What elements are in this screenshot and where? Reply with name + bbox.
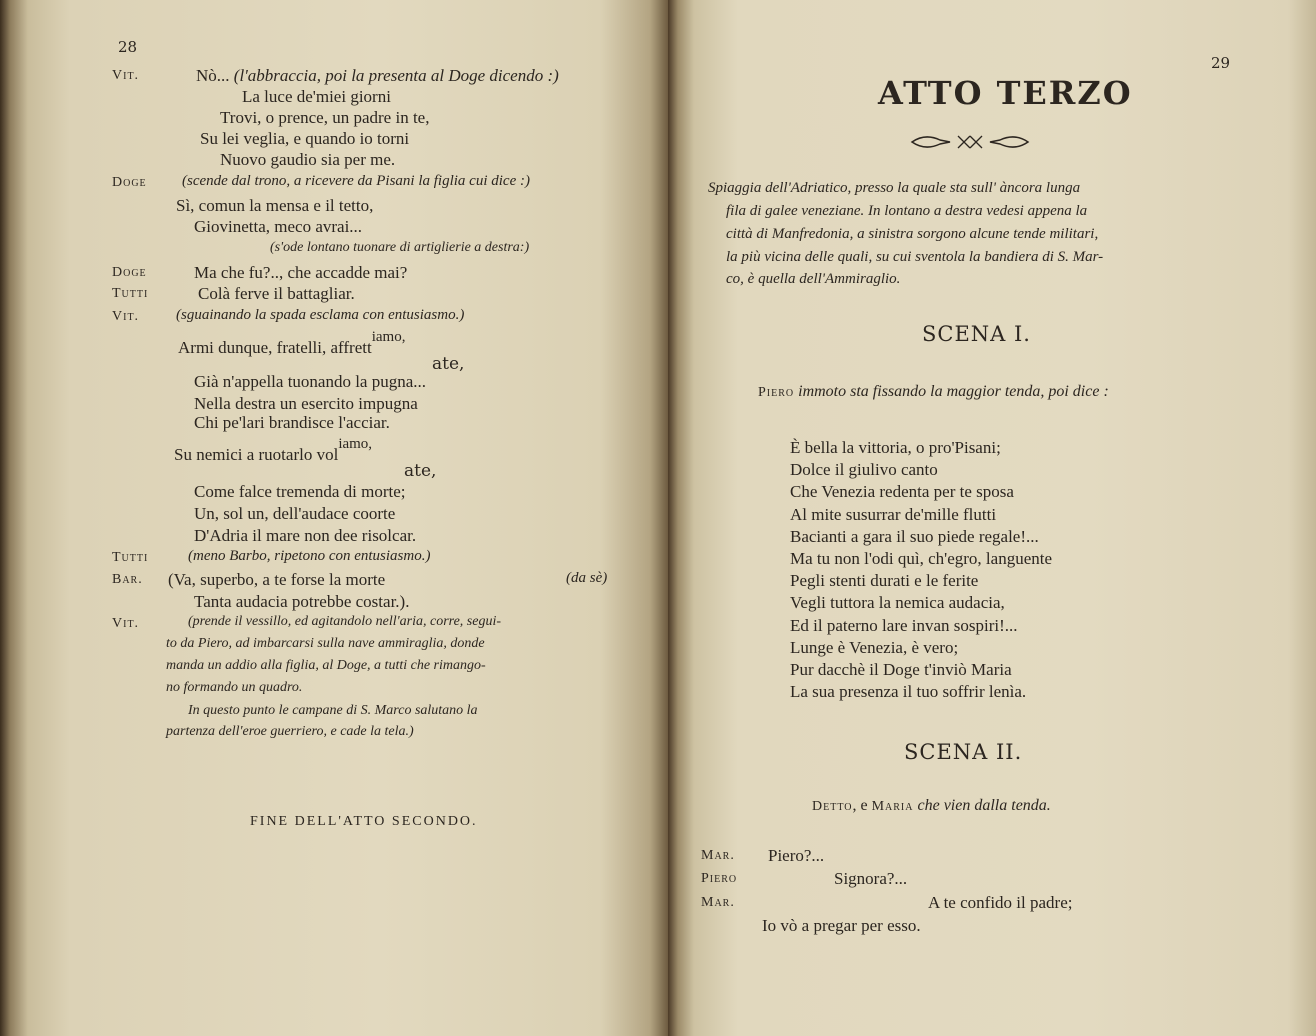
line-text: Un, sol un, dell'audace coorte <box>194 504 396 523</box>
speaker-name: Bar. <box>112 572 143 587</box>
speaker-name: Tutti <box>112 550 149 565</box>
verse-line: Pur dacchè il Doge t'inviò Maria <box>790 660 1012 679</box>
verse-line <box>220 150 395 170</box>
verse-line <box>200 129 409 149</box>
speaker-name: Maria <box>871 799 914 814</box>
right-page <box>668 0 1316 1036</box>
verse-line <box>182 173 530 190</box>
speaker-name: Vit. <box>112 68 140 83</box>
stage-direction <box>758 383 1109 401</box>
verse-line <box>188 703 478 719</box>
verse-line: Al mite susurrar de'mille flutti <box>790 504 997 524</box>
verb-ending-lower: ate, <box>432 354 465 374</box>
line-text: Su lei veglia, e quando io torni <box>200 129 410 148</box>
verse-line: Pegli stenti durati e le ferite <box>790 571 979 591</box>
stage-direction: (scende dal trono, a ricevere da Pisani la figlia cui dice :) <box>182 173 530 189</box>
verse-line <box>168 570 385 590</box>
verse-line <box>166 658 486 674</box>
stage-direction: no formando un quadro. <box>166 680 303 695</box>
verse-line: È bella la vittoria, o pro'Pisani; <box>790 438 1001 457</box>
verse-line <box>194 592 409 612</box>
verse-line <box>174 436 373 465</box>
speaker-name: Vit. <box>112 616 140 631</box>
line-text: Armi dunque, fratelli, affrett <box>178 338 372 357</box>
stage-direction: (sguainando la spada esclama con entusiasmo.) <box>176 307 465 323</box>
verse-line <box>176 307 464 324</box>
scene-title: SCENA I. <box>922 322 1031 346</box>
act-title: ATTO TERZO <box>878 74 1133 112</box>
dialogue-line: Signora?... <box>834 869 908 888</box>
verse-line <box>194 263 407 283</box>
verse-line: Dolce il giulivo canto <box>790 460 938 480</box>
verse-line <box>242 87 391 107</box>
verse-line <box>194 504 395 524</box>
verse-line <box>166 680 302 696</box>
verse-line: Vegli tuttora la nemica audacia, <box>790 593 1005 613</box>
verse-line: Ma tu non l'odi quì, ch'egro, languente <box>790 549 1053 568</box>
verse-line: La sua presenza il tuo soffrir lenìa. <box>790 682 1027 702</box>
line-text: D'Adria il mare non dee risolcar. <box>194 526 417 545</box>
stage-direction: to da Piero, ad imbarcarsi sulla nave ammiraglia, donde <box>166 636 485 651</box>
verse-line <box>194 482 405 502</box>
line-text: Ma che fu?.., che accadde mai? <box>194 263 408 282</box>
page-number: 28 <box>118 38 138 56</box>
direction-text: , e <box>852 797 872 814</box>
verse-line <box>196 66 559 86</box>
verse-line <box>176 196 373 216</box>
verse-line <box>270 240 529 256</box>
speaker-name: Mar. <box>701 895 735 910</box>
line-text: Nella destra un esercito impugna <box>194 394 418 413</box>
line-text: Nuovo gaudio sia per me. <box>220 150 396 169</box>
aside-direction: (da sè) <box>566 570 608 586</box>
stage-direction <box>812 797 1051 815</box>
verse-line <box>194 372 426 392</box>
speaker-name: Doge <box>112 265 147 280</box>
verse-line: Lunge è Venezia, è vero; <box>790 637 959 657</box>
scene-title: SCENA II. <box>904 740 1023 764</box>
setting-line: fila di galee veneziane. In lontano a destra vedesi appena la <box>726 203 1088 219</box>
verb-ending-lower: ate, <box>404 461 437 481</box>
dialogue-line: Piero?... <box>768 846 825 865</box>
line-text: Colà ferve il battagliar. <box>198 284 355 303</box>
speaker-name: Tutti <box>112 286 149 301</box>
verse-line <box>178 329 406 358</box>
line-text: (Va, superbo, a te forse la morte <box>168 570 386 589</box>
line-text: Nò... <box>196 66 234 85</box>
verse-line <box>188 614 501 630</box>
line-text: Già n'appella tuonando la pugna... <box>194 372 427 391</box>
verse-line <box>194 217 362 237</box>
setting-line: la più vicina delle quali, su cui sventola la bandiera di S. Mar- <box>726 249 1104 265</box>
line-text: Giovinetta, meco avrai... <box>194 217 363 236</box>
speaker-name: Piero <box>701 871 738 886</box>
end-of-act-note: FINE DELL'ATTO SECONDO. <box>250 814 478 829</box>
setting-line: co, è quella dell'Ammiraglio. <box>726 271 901 287</box>
verse-line <box>166 636 485 652</box>
ornament-divider <box>910 131 1030 153</box>
line-text: La luce de'miei giorni <box>242 87 391 106</box>
verse-line <box>188 548 430 565</box>
setting-line: città di Manfredonia, a sinistra sorgono alcune tende militari, <box>726 226 1099 242</box>
stage-direction: (s'ode lontano tuonare di artiglierie a destra:) <box>270 240 530 255</box>
stage-direction: (meno Barbo, ripetono con entusiasmo.) <box>188 548 431 564</box>
setting-line: Spiaggia dell'Adriatico, presso la quale sta sull' àncora lunga <box>708 180 1081 196</box>
line-text: Chi pe'lari brandisce l'acciar. <box>194 413 390 432</box>
direction-text: immoto sta fissando la maggior tenda, poi dice : <box>798 383 1109 400</box>
stage-direction: (prende il vessillo, ed agitandolo nell'aria, corre, segui- <box>188 614 502 629</box>
speaker-name: Vit. <box>112 309 140 324</box>
stage-direction: partenza dell'eroe guerriero, e cade la tela.) <box>166 724 414 739</box>
verse-line <box>220 108 429 128</box>
line-text: Trovi, o prence, un padre in te, <box>220 108 430 127</box>
stage-direction: In questo punto le campane di S. Marco salutano la <box>188 703 478 718</box>
speaker-name: Mar. <box>701 848 735 863</box>
speaker-name: Doge <box>112 175 147 190</box>
stage-direction: manda un addio alla figlia, al Doge, a tutti che rimango- <box>166 658 486 673</box>
verb-ending-upper: iamo, <box>371 329 406 345</box>
page-number: 29 <box>1211 54 1231 72</box>
direction-text: che vien dalla tenda. <box>913 797 1051 814</box>
verse-line <box>194 413 390 433</box>
stage-direction: (l'abbraccia, poi la presenta al Doge dicendo :) <box>233 66 559 85</box>
verse-line: Che Venezia redenta per te sposa <box>790 482 1014 502</box>
verse-line <box>194 394 418 414</box>
line-text: Come falce tremenda di morte; <box>194 482 406 501</box>
speaker-name: Piero <box>758 385 795 400</box>
verse-line: Ed il paterno lare invan sospiri!... <box>790 615 1018 635</box>
verse-line: Bacianti a gara il suo piede regale!... <box>790 526 1039 546</box>
verse-line <box>194 526 416 546</box>
line-text: Sì, comun la mensa e il tetto, <box>176 196 374 215</box>
dialogue-line: A te confido il padre; <box>928 893 1073 912</box>
verse-line <box>198 284 355 304</box>
dialogue-line: Io vò a pregar per esso. <box>762 916 921 935</box>
line-text: Tanta audacia potrebbe costar.). <box>194 592 410 611</box>
verse-line <box>166 724 414 740</box>
verb-ending-upper: iamo, <box>338 436 373 452</box>
line-text: Su nemici a ruotarlo vol <box>174 445 339 464</box>
speaker-name: Detto <box>812 799 853 814</box>
